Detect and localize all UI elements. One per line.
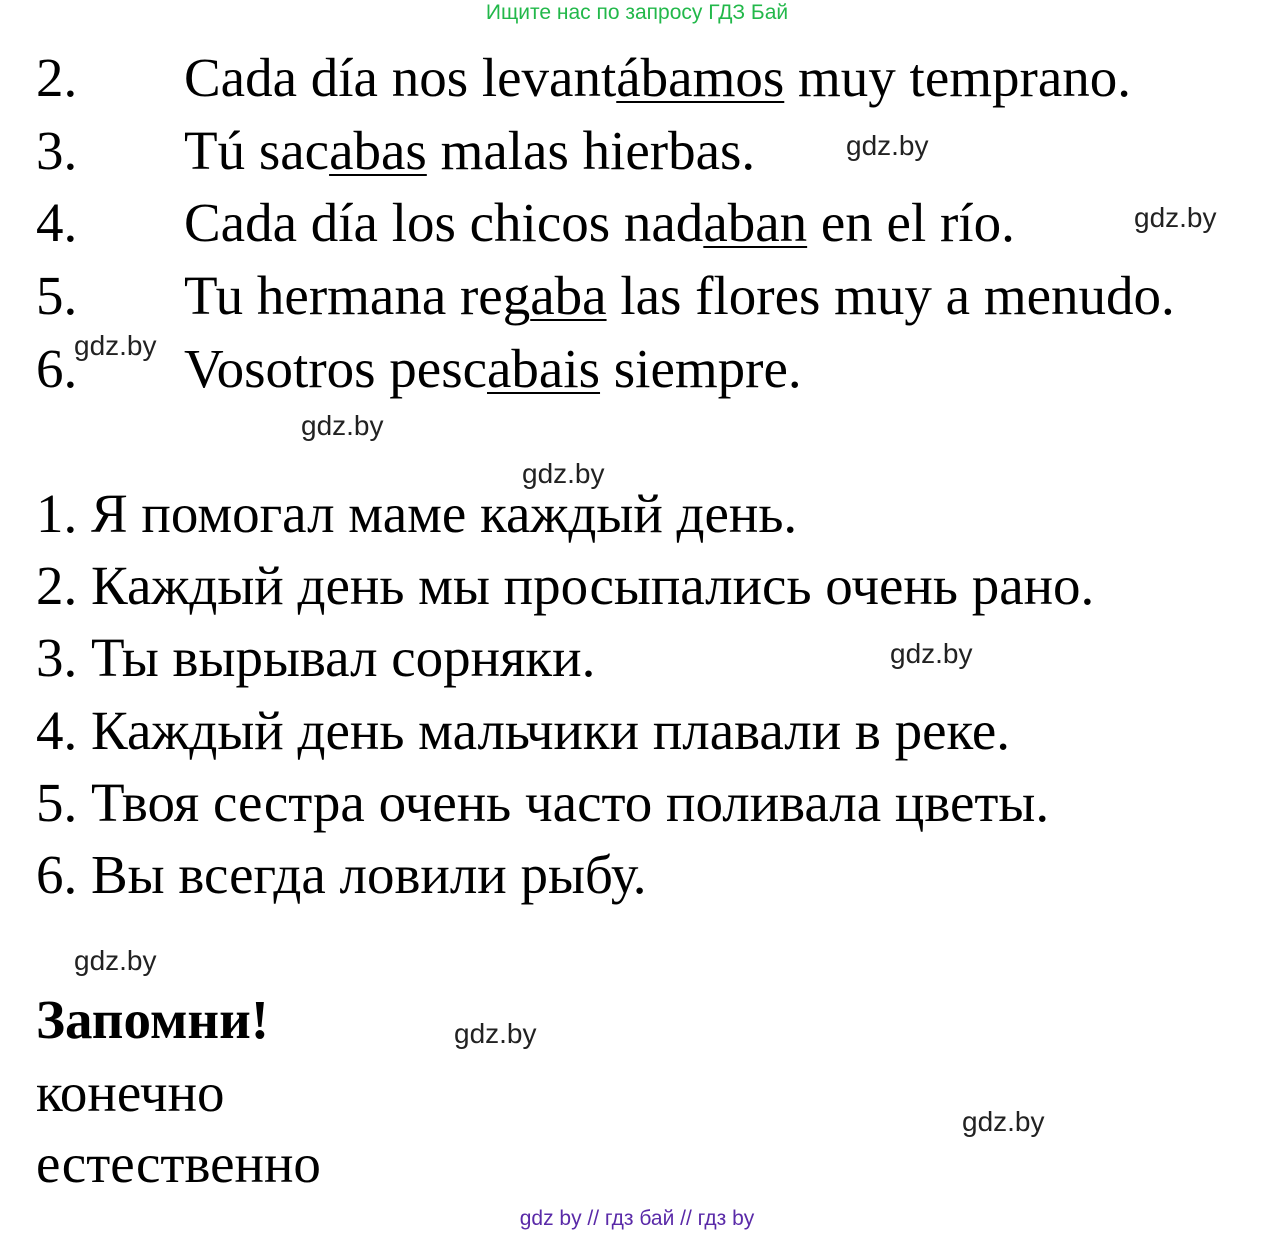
sentence-text: muy temprano. bbox=[784, 47, 1131, 108]
watermark: gdz.by bbox=[74, 330, 157, 361]
sentence-number: 5. bbox=[36, 265, 78, 326]
underlined-ending: aba bbox=[530, 265, 607, 326]
sentence-text: las flores muy a menudo. bbox=[606, 265, 1175, 326]
watermark: gdz.by bbox=[522, 458, 605, 489]
underlined-ending: abais bbox=[487, 338, 601, 399]
watermark: gdz.by bbox=[454, 1018, 537, 1049]
sentence-text: en el río. bbox=[807, 192, 1015, 253]
spanish-sentence-5 bbox=[36, 266, 1175, 326]
spanish-sentence-2 bbox=[36, 48, 1131, 108]
watermark: gdz.by bbox=[1134, 202, 1217, 233]
remember-word-2: естественно bbox=[36, 1133, 321, 1194]
sentence-number: 3. bbox=[36, 120, 78, 181]
sentence-text: Vosotros pesc bbox=[184, 338, 488, 399]
underlined-ending: abas bbox=[329, 120, 427, 181]
sentence-text: Cada día los chicos nad bbox=[184, 192, 704, 253]
sentence-text: malas hierbas. bbox=[426, 120, 756, 181]
sentence-text: siempre. bbox=[600, 338, 802, 399]
watermark: gdz.by bbox=[301, 410, 384, 441]
russian-sentence-6: 6. Вы всегда ловили рыбу. bbox=[36, 844, 647, 905]
underlined-ending: ábamos bbox=[616, 47, 785, 108]
sentence-number: 4. bbox=[36, 192, 78, 253]
remember-heading: Запомни! bbox=[36, 989, 270, 1050]
sentence-text: Tu hermana reg bbox=[184, 265, 531, 326]
underlined-ending: aban bbox=[703, 192, 808, 253]
watermark: gdz.by bbox=[890, 638, 973, 669]
russian-sentence-5: 5. Твоя сестра очень часто поливала цветы. bbox=[36, 772, 1050, 833]
watermark: gdz.by bbox=[74, 945, 157, 976]
sentence-text: Cada día nos levant bbox=[184, 47, 617, 108]
russian-sentence-2: 2. Каждый день мы просыпались очень рано. bbox=[36, 555, 1095, 616]
sentence-number: 6. bbox=[36, 338, 78, 399]
russian-sentence-4: 4. Каждый день мальчики плавали в реке. bbox=[36, 700, 1011, 761]
russian-sentence-1: 1. Я помогал маме каждый день. bbox=[36, 483, 798, 544]
watermark: gdz.by bbox=[846, 130, 929, 161]
russian-sentence-3: 3. Ты вырывал сорняки. bbox=[36, 627, 596, 688]
spanish-sentence-3 bbox=[36, 121, 755, 181]
footer-links[interactable]: gdz by // гдз бай // гдз by bbox=[519, 1207, 755, 1230]
spanish-sentence-4 bbox=[36, 193, 1015, 253]
sentence-text: Tú sac bbox=[184, 120, 330, 181]
sentence-number: 2. bbox=[36, 47, 78, 108]
header-search-link[interactable]: Ищите нас по запросу ГДЗ Бай bbox=[485, 1, 789, 24]
remember-word-1: конечно bbox=[36, 1062, 225, 1123]
watermark: gdz.by bbox=[962, 1106, 1045, 1137]
